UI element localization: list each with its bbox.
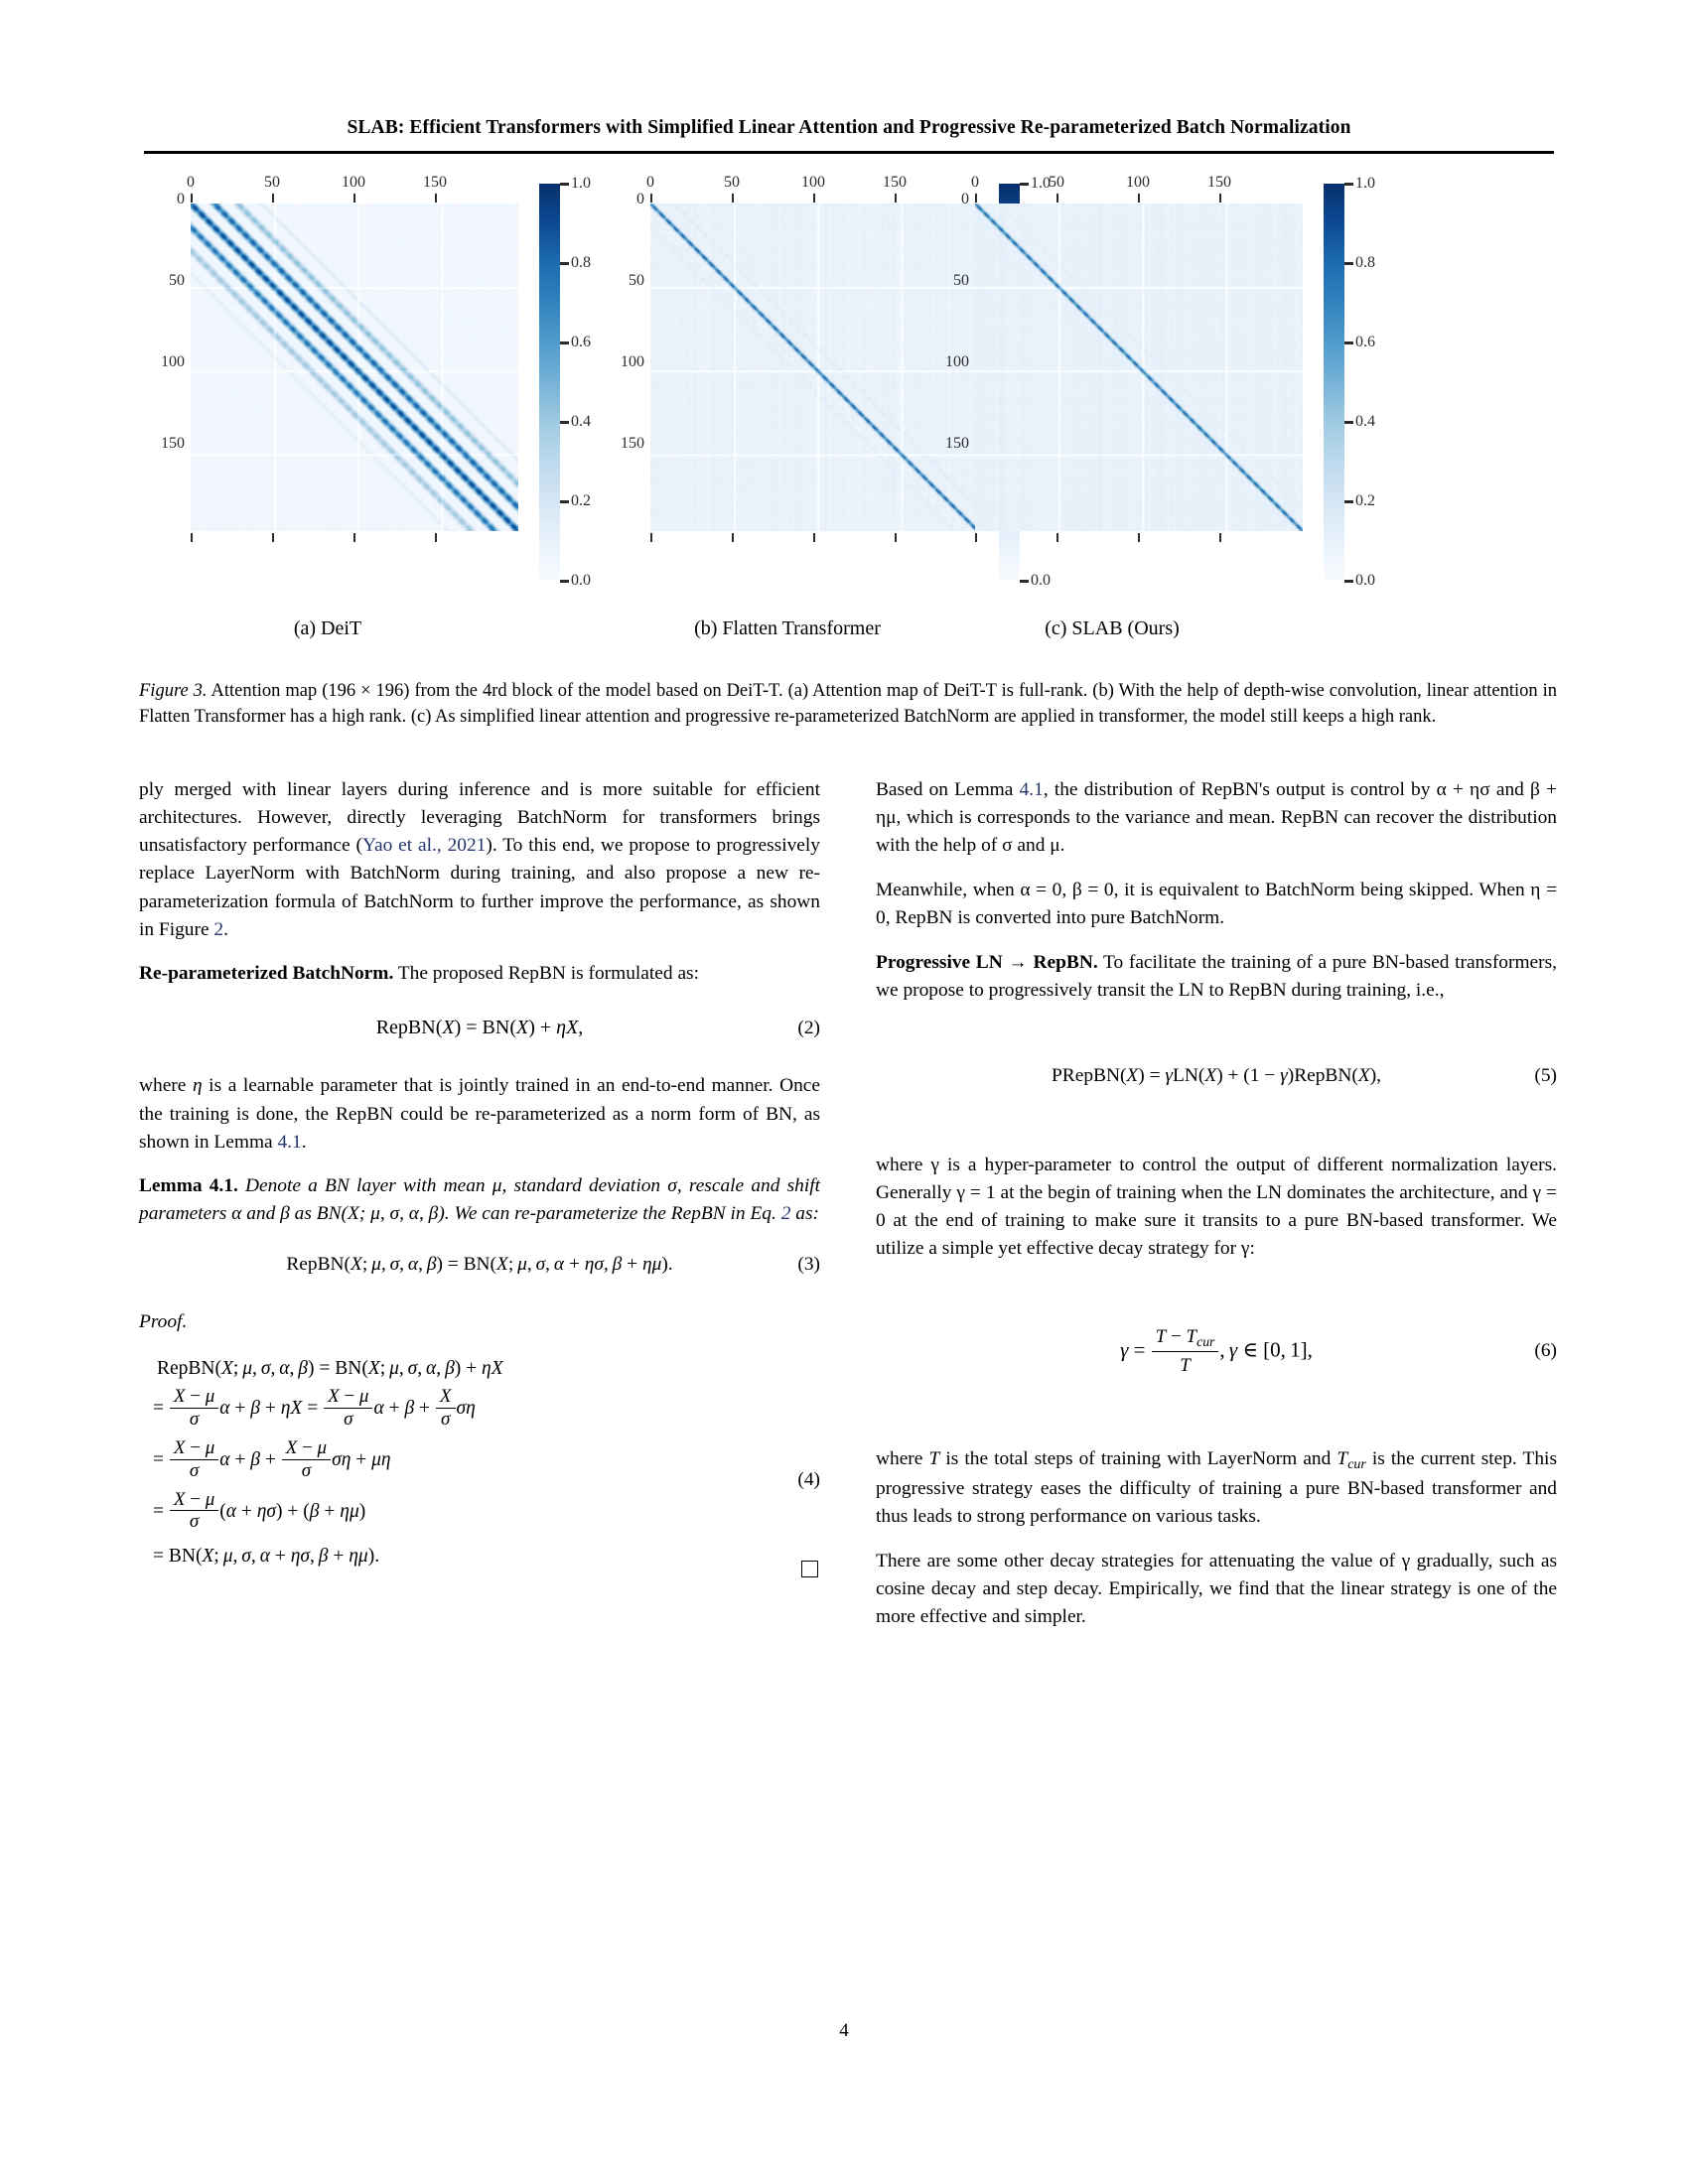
tick bbox=[1344, 262, 1353, 265]
figure-panel-a: 0 50 100 150 0 50 100 150 1.0 0.8 0.6 0.4 0.2 0.0 (a) DeiT bbox=[139, 174, 576, 650]
tick bbox=[1344, 580, 1353, 583]
paragraph-text: ply merged with linear layers during inference and is more suitable for efficient architectures. However, directly leveraging BatchNorm for transformers brings unsatisfactory performance ( bbox=[139, 779, 820, 857]
tick bbox=[895, 533, 897, 542]
tick bbox=[1138, 194, 1140, 203]
lemma-reference-4-1-right[interactable]: 4.1 bbox=[1019, 779, 1044, 800]
equation-3-number: (3) bbox=[797, 1253, 820, 1275]
tick bbox=[813, 533, 815, 542]
tick bbox=[975, 533, 977, 542]
tick bbox=[1344, 500, 1353, 503]
lemma-reference-4-1[interactable]: 4.1 bbox=[277, 1131, 302, 1153]
symbol-Tcur-sub: cur bbox=[1347, 1456, 1366, 1472]
paragraph-meanwhile: Meanwhile, when α = 0, β = 0, it is equivalent to BatchNorm being skipped. When η = 0, RepBN is converted into pure BatchNorm. bbox=[876, 879, 1557, 928]
citation-yao-2021[interactable]: Yao et al., 2021 bbox=[361, 835, 487, 857]
figure-3 bbox=[139, 174, 1559, 670]
paragraph-text: To facilitate the training of a pure BN-based transformers, we propose to progressively transit the LN to RepBN during training, i.e., bbox=[876, 951, 1557, 1001]
equation-2-number: (2) bbox=[797, 1017, 820, 1038]
tick bbox=[732, 194, 734, 203]
tick bbox=[560, 262, 569, 265]
lemma-heading: Lemma 4.1. bbox=[139, 1175, 238, 1197]
paragraph-other-decay: There are some other decay strategies for attenuating the value of γ gradually, such as cosine decay and step decay. Empirically, we find that the linear strategy is one of the more effective and simpler. bbox=[876, 1550, 1557, 1627]
tick bbox=[650, 533, 652, 542]
tick bbox=[813, 194, 815, 203]
paragraph-continuation bbox=[139, 776, 820, 944]
paragraph-text: . bbox=[301, 1131, 307, 1153]
tick bbox=[272, 533, 274, 542]
paragraph-text: is the total steps of training with LayerNorm and bbox=[939, 1447, 1337, 1469]
tick bbox=[1219, 194, 1221, 203]
paragraph-text: where bbox=[139, 1075, 193, 1097]
symbol-Tcur: T bbox=[1336, 1447, 1348, 1469]
panel-b-yticklabels: 0 50 100 150 bbox=[621, 191, 644, 452]
tick bbox=[1056, 194, 1058, 203]
panel-a-colorbar bbox=[539, 184, 560, 581]
paragraph-text: . bbox=[223, 918, 228, 940]
qed-box bbox=[801, 1561, 818, 1577]
figure-caption-label: Figure 3. bbox=[139, 681, 208, 701]
equation-reference-2[interactable]: 2 bbox=[780, 1203, 791, 1225]
tick bbox=[895, 194, 897, 203]
header-title: SLAB: Efficient Transformers with Simplified Linear Attention and Progressive Re-parameterized Batch Normalization bbox=[347, 117, 1351, 138]
tick bbox=[1344, 421, 1353, 424]
equation-4-line-5: = BN(X; μ, σ, α + ησ, β + ημ). bbox=[153, 1546, 380, 1568]
paragraph-text: Based on Lemma bbox=[876, 779, 1020, 800]
panel-a-xticklabels: 0 50 100 150 bbox=[187, 174, 447, 191]
figure-panel-a-caption: (a) DeiT bbox=[293, 617, 362, 639]
equation-6: γ = $\frac{T - T_{cur}}{T}$ , γ ∈ [0, 1], (6) bbox=[876, 1323, 1557, 1380]
paragraph-progressive bbox=[876, 949, 1557, 1005]
paragraph-total-steps bbox=[876, 1445, 1557, 1531]
tick bbox=[435, 533, 437, 542]
paragraph-based-on-lemma bbox=[876, 776, 1557, 860]
symbol-eta: η bbox=[192, 1075, 203, 1097]
equation-3: RepBN(X; μ, σ, α, β) = BN(X; μ, σ, α + ησ, β + ημ). (3) bbox=[139, 1251, 820, 1279]
figure-panel-c-caption: (c) SLAB (Ours) bbox=[1045, 617, 1180, 639]
page-number: 4 bbox=[839, 2020, 849, 2041]
tick bbox=[353, 194, 355, 203]
tick bbox=[1056, 533, 1058, 542]
equation-2: RepBN(X) = BN(X) + ηX, (2) bbox=[139, 1014, 820, 1042]
tick bbox=[191, 533, 193, 542]
paragraph-gamma: where γ is a hyper-parameter to control the output of different normalization layers. Generally γ = 1 at the begin of training when the LN dominates the architecture, and γ = 0 at the end of training to make sure it transits to a pure BN-based transformer. We utilize a simple yet effective decay strategy for γ: bbox=[876, 1155, 1557, 1260]
figure-panel-b: 0 50 100 150 0 50 100 150 1.0 0.0 (b) Flatten Transformer bbox=[599, 174, 1036, 650]
header-rule bbox=[144, 151, 1554, 154]
tick bbox=[560, 183, 569, 186]
heading-progressive-ln-repbn: Progressive LN → RepBN. bbox=[876, 951, 1098, 973]
tick bbox=[1219, 533, 1221, 542]
equation-4-line-3: = $\frac{X - \mu}{\sigma}$ α + β + $\frac{X - \mu}{\sigma}$ ση + μη (4) bbox=[153, 1436, 820, 1490]
proof-heading: Proof. bbox=[139, 1310, 188, 1332]
equation-4-line-1: RepBN(X; μ, σ, α, β) = BN(X; μ, σ, α, β) + ηX bbox=[157, 1357, 503, 1379]
paragraph-text: is a learnable parameter that is jointly trained in an end-to-end manner. Once the training is done, the RepBN could be re-parameterized as a norm form of BN, as shown in Lemma bbox=[139, 1075, 821, 1153]
paragraph-text: , the distribution of RepBN's output is control by α + ησ and β + ημ, which is corresponds to the variance and mean. RepBN can recover the distribution with the help of σ and μ. bbox=[876, 779, 1557, 857]
body-column-left bbox=[139, 776, 820, 1575]
tick bbox=[650, 194, 652, 203]
equation-5: PRepBN(X) = γLN(X) + (1 − γ)RepBN(X), (5) bbox=[876, 1062, 1557, 1090]
tick bbox=[975, 194, 977, 203]
lemma-text: Denote a BN layer with mean μ, standard deviation σ, rescale and shift parameters α and β as BN(X; μ, σ, α, β). We can re-parameterize the RepBN in Eq. bbox=[139, 1175, 820, 1225]
equation-4 bbox=[139, 1358, 820, 1569]
tick bbox=[1344, 183, 1353, 186]
paragraph-eta bbox=[139, 1072, 820, 1156]
panel-c-yticklabels: 0 50 100 150 bbox=[945, 191, 969, 452]
tick bbox=[272, 194, 274, 203]
attention-heatmap-slab bbox=[975, 204, 1303, 531]
tick bbox=[560, 500, 569, 503]
attention-heatmap-deit bbox=[191, 204, 518, 531]
tick bbox=[435, 194, 437, 203]
tick bbox=[560, 421, 569, 424]
running-header bbox=[144, 117, 1554, 139]
tick bbox=[560, 341, 569, 344]
lemma-4-1 bbox=[139, 1172, 820, 1228]
paragraph-text: is the current step. This progressive strategy eases the difficulty of training a pure BN-based transformer and thus leads to strong performance on various tasks. bbox=[876, 1447, 1557, 1527]
equation-5-number: (5) bbox=[1534, 1064, 1557, 1086]
equation-4-line-4: = $\frac{X - \mu}{\sigma}$ (α + ησ) + (β + ημ) bbox=[153, 1488, 366, 1533]
tick bbox=[1138, 533, 1140, 542]
panel-c-xticklabels: 0 50 100 150 bbox=[971, 174, 1231, 191]
tick bbox=[353, 533, 355, 542]
panel-a-yticklabels: 0 50 100 150 bbox=[161, 191, 185, 452]
body-column-right bbox=[876, 776, 1557, 1648]
equation-4-number: (4) bbox=[797, 1468, 820, 1490]
tick bbox=[732, 533, 734, 542]
figure-caption-text: Attention map (196 × 196) from the 4rd block of the model based on DeiT-T. (a) Attention map of DeiT-T is full-rank. (b) With the help of depth-wise convolution, linear attention in Flatten Transformer has a high rank. (c) As simplified linear attention and progressive re-parameterized BatchNorm are applied in transformer, the model still keeps a high rank. bbox=[139, 681, 1557, 728]
figure-panel-b-caption: (b) Flatten Transformer bbox=[694, 617, 881, 639]
figure-caption bbox=[139, 678, 1557, 731]
paragraph-text: The proposed RepBN is formulated as: bbox=[393, 963, 699, 985]
tick bbox=[191, 194, 193, 203]
heading-reparameterized-batchnorm: Re-parameterized BatchNorm. bbox=[139, 963, 394, 985]
equation-6-number: (6) bbox=[1534, 1340, 1557, 1362]
equation-4-line-2: = $\frac{X - \mu}{\sigma}$ α + β + ηX = $\frac{X - \mu}{\sigma}$ α + β + $\frac{X}{\sigma}$ ση bbox=[153, 1386, 476, 1431]
paragraph-text: where bbox=[876, 1447, 929, 1469]
symbol-T: T bbox=[928, 1447, 940, 1469]
paragraph-text: ). To this end, we propose to progressively replace LayerNorm with BatchNorm during training, and also propose a new re-parameterization formula of BatchNorm to further improve the performance, as shown in Figure bbox=[139, 835, 821, 940]
paragraph-repbn bbox=[139, 960, 820, 988]
figure-reference-2[interactable]: 2 bbox=[213, 918, 224, 940]
lemma-text: as: bbox=[790, 1203, 819, 1225]
tick bbox=[560, 580, 569, 583]
tick bbox=[1344, 341, 1353, 344]
panel-c-colorbar bbox=[1324, 184, 1344, 581]
panel-b-xticklabels: 0 50 100 150 bbox=[646, 174, 907, 191]
figure-panel-c: 0 50 100 150 0 50 100 150 1.0 0.8 0.6 0.4 0.2 0.0 (c) SLAB (Ours) bbox=[923, 174, 1360, 650]
